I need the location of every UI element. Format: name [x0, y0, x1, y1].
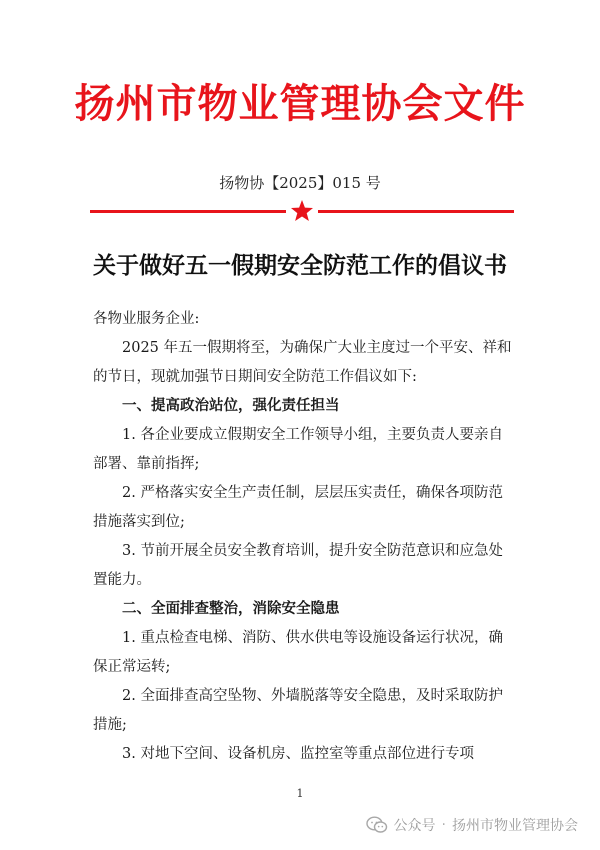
- page-number: 1: [296, 787, 304, 800]
- section-item: 1. 各企业要成立假期安全工作领导小组，主要负责人要亲自部署、靠前指挥;: [93, 427, 503, 472]
- divider-line-right: [318, 210, 514, 213]
- section-item: 2. 严格落实安全生产责任制，层层压实责任，确保各项防范措施落实到位;: [93, 485, 503, 530]
- salutation: 各物业服务企业:: [93, 311, 200, 327]
- section-heading: 一、提高政治站位，强化责任担当: [122, 398, 340, 414]
- red-star-icon: [290, 199, 314, 223]
- watermark-account: 扬州市物业管理协会: [452, 818, 578, 834]
- intro-paragraph: 2025 年五一假期将至，为确保广大业主度过一个平安、祥和的节日，现就加强节日期间安全防范工作倡议如下:: [93, 340, 512, 385]
- section-heading: 二、全面排查整治，消除安全隐患: [122, 601, 340, 617]
- document-number: 扬物协【2025】015 号: [219, 174, 381, 192]
- document-title: 关于做好五一假期安全防范工作的倡议书: [93, 252, 507, 279]
- document-masthead: 扬州市物业管理协会文件: [74, 80, 526, 127]
- watermark-separator: ·: [441, 817, 446, 833]
- section-item: 3. 节前开展全员安全教育培训，提升安全防范意识和应急处置能力。: [93, 543, 503, 588]
- wechat-watermark: [366, 815, 578, 835]
- divider-line-left: [90, 210, 286, 213]
- section-item: 3. 对地下空间、设备机房、监控室等重点部位进行专项: [122, 746, 474, 762]
- wechat-icon: [366, 816, 388, 834]
- red-divider: [0, 197, 600, 227]
- section-item: 1. 重点检查电梯、消防、供水供电等设施设备运行状况，确保正常运转;: [93, 630, 503, 675]
- watermark-label: 公众号: [393, 818, 436, 834]
- section-item: 2. 全面排查高空坠物、外墙脱落等安全隐患，及时采取防护措施;: [93, 688, 503, 733]
- document-body: [93, 305, 513, 769]
